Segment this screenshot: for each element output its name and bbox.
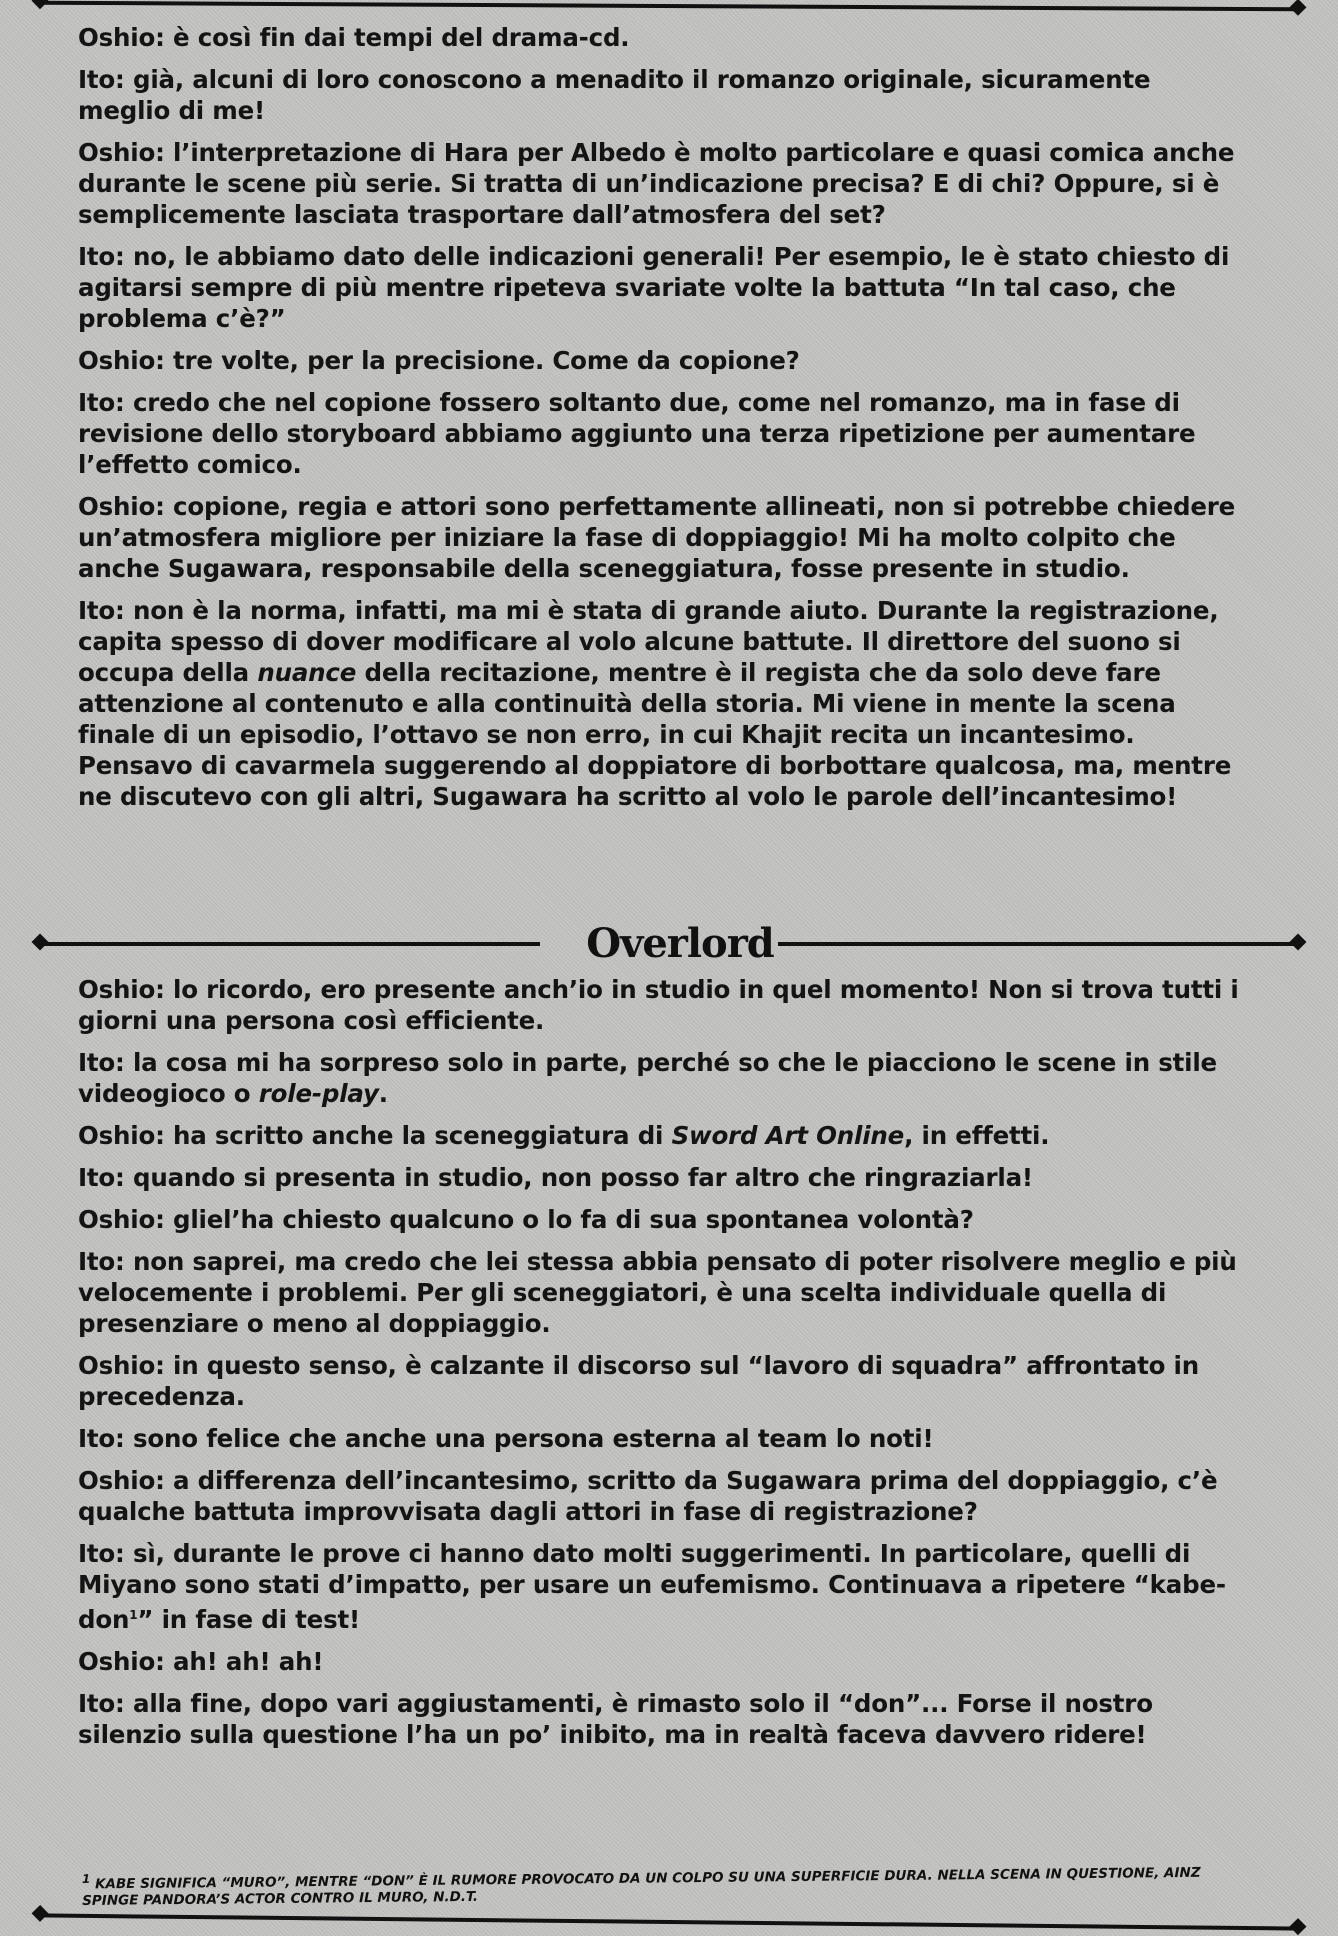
footnote-marker: 1: [81, 1871, 91, 1887]
text-segment: Oshio: ha scritto anche la sceneggiatura di: [78, 1121, 672, 1150]
interview-section-2: [78, 974, 1248, 1761]
dialogue-paragraph: [78, 595, 1248, 812]
overlord-logo: Overlord: [586, 920, 774, 967]
text-segment: Ito: sono felice che anche una persona esterna al team lo noti!: [78, 1424, 934, 1453]
dialogue-paragraph: [78, 241, 1248, 334]
italic-text: nuance: [257, 658, 357, 687]
text-segment: Ito: credo che nel copione fossero soltanto due, come nel romanzo, ma in fase di revisione dello storyboard abbiamo aggiunto una terza ripetizione per aumentare l’effetto comico.: [78, 388, 1196, 479]
text-segment: Ito: non è la norma, infatti, ma mi è stata di grande aiuto. Durante la registrazione, capita spesso di dover modificare al volo alcune battute. Il direttore del suono si occupa della: [78, 596, 1219, 687]
footnote-reference: 1: [129, 1608, 138, 1622]
text-segment: della recitazione, mentre è il regista che da solo deve fare attenzione al contenuto e alla continuità della storia. Mi viene in mente la scena finale di un episodio, l’ottavo se non erro, in cui Khajit recita un incantesimo. Pensavo di cavarmela suggerendo al doppiatore di borbottare qualcosa, ma, mentre ne discutevo con gli altri, Sugawara ha scritto al volo le parole dell’incantesimo!: [78, 658, 1232, 811]
overlord-divider: [40, 918, 1298, 968]
dialogue-paragraph: [78, 1162, 1248, 1193]
text-segment: Ito: sì, durante le prove ci hanno dato molti suggerimenti. In particolare, quelli di Miyano sono stati d’impatto, per usare un eufemismo. Continuava a ripetere “kabe-don: [78, 1539, 1226, 1635]
text-segment: Ito: la cosa mi ha sorpreso solo in parte, perché so che le piacciono le scene in stile videogioco o: [78, 1048, 1217, 1108]
text-segment: Ito: già, alcuni di loro conoscono a menadito il romanzo originale, sicuramente meglio di me!: [78, 65, 1151, 125]
dialogue-paragraph: [78, 137, 1248, 230]
text-segment: Oshio: ah! ah! ah!: [78, 1647, 324, 1677]
dialogue-paragraph: [78, 1350, 1248, 1412]
text-segment: Oshio: lo ricordo, ero presente anch’io in studio in quel momento! Non si trova tutti i giorni una persona così efficiente.: [78, 975, 1239, 1035]
dialogue-paragraph: [78, 1465, 1248, 1527]
divider-line-right: [778, 942, 1298, 946]
dialogue-paragraph: [78, 387, 1248, 480]
italic-text: Sword Art Online: [671, 1121, 905, 1150]
dialogue-paragraph: [78, 22, 1248, 53]
divider-line-left: [40, 942, 540, 946]
dialogue-paragraph: [78, 974, 1248, 1036]
dialogue-paragraph: [78, 64, 1248, 126]
dialogue-paragraph: [78, 1047, 1248, 1109]
dialogue-paragraph: [78, 1120, 1248, 1151]
text-segment: .: [378, 1079, 388, 1108]
text-segment: , in effetti.: [904, 1121, 1050, 1150]
interview-section-1: [78, 22, 1248, 823]
text-segment: Oshio: copione, regia e attori sono perfettamente allineati, non si potrebbe chiedere un’atmosfera migliore per iniziare la fase di doppiaggio! Mi ha molto colpito che anche Sugawara, responsabile della sceneggiatura, fosse presente in studio.: [78, 492, 1236, 583]
dialogue-paragraph: [78, 1423, 1248, 1454]
text-segment: Oshio: gliel’ha chiesto qualcuno o lo fa di sua spontanea volontà?: [78, 1205, 974, 1234]
italic-text: role-play: [258, 1079, 379, 1108]
text-segment: Oshio: tre volte, per la precisione. Come da copione?: [78, 346, 800, 375]
top-rule: [40, 1, 1298, 12]
text-segment: Ito: non saprei, ma credo che lei stessa abbia pensato di poter risolvere meglio e più velocemente i problemi. Per gli sceneggiatori, è una scelta individuale quella di presenziare o meno al doppiaggio.: [78, 1247, 1237, 1338]
text-segment: Ito: alla fine, dopo vari aggiustamenti, è rimasto solo il “don”... Forse il nostro silenzio sulla questione l’ha un po’ inibito, ma in realtà faceva davvero ridere!: [78, 1689, 1153, 1750]
text-segment: Oshio: a differenza dell’incantesimo, scritto da Sugawara prima del doppiaggio, c’è qualche battuta improvvisata dagli attori in fase di registrazione?: [78, 1466, 1218, 1526]
text-segment: Oshio: l’interpretazione di Hara per Albedo è molto particolare e quasi comica anche durante le scene più serie. Si tratta di un’indicazione precisa? E di chi? Oppure, si è semplicemente lasciata trasportare dall’atmosfera del set?: [78, 138, 1235, 229]
text-segment: Oshio: è così fin dai tempi del drama-cd.: [78, 23, 630, 52]
text-segment: Ito: no, le abbiamo dato delle indicazioni generali! Per esempio, le è stato chiesto di agitarsi sempre di più mentre ripeteva svariate volte la battuta “In tal caso, che problema c’è?”: [78, 242, 1230, 333]
dialogue-paragraph: [78, 1688, 1248, 1750]
dialogue-paragraph: [78, 1246, 1248, 1339]
dialogue-paragraph: [78, 345, 1248, 376]
dialogue-paragraph: [78, 1204, 1248, 1235]
dialogue-paragraph: [78, 491, 1248, 584]
bottom-rule: [40, 1913, 1298, 1930]
dialogue-paragraph: [78, 1646, 1248, 1677]
text-segment: Ito: quando si presenta in studio, non posso far altro che ringraziarla!: [78, 1163, 1033, 1192]
text-segment: ” in fase di test!: [137, 1605, 360, 1635]
text-segment: Oshio: in questo senso, è calzante il discorso sul “lavoro di squadra” affrontato in precedenza.: [78, 1351, 1199, 1411]
footnote-text: KABE SIGNIFICA “MURO”, MENTRE “DON” È IL RUMORE PROVOCATO DA UN COLPO SU UNA SUPERFICIE DURA. NELLA SCENA IN QUESTIONE, AINZ SPINGE PANDORA’S ACTOR CONTRO IL MURO, N.D.T.: [82, 1864, 1201, 1909]
footnote: [82, 1859, 1232, 1909]
dialogue-paragraph: [78, 1538, 1248, 1635]
